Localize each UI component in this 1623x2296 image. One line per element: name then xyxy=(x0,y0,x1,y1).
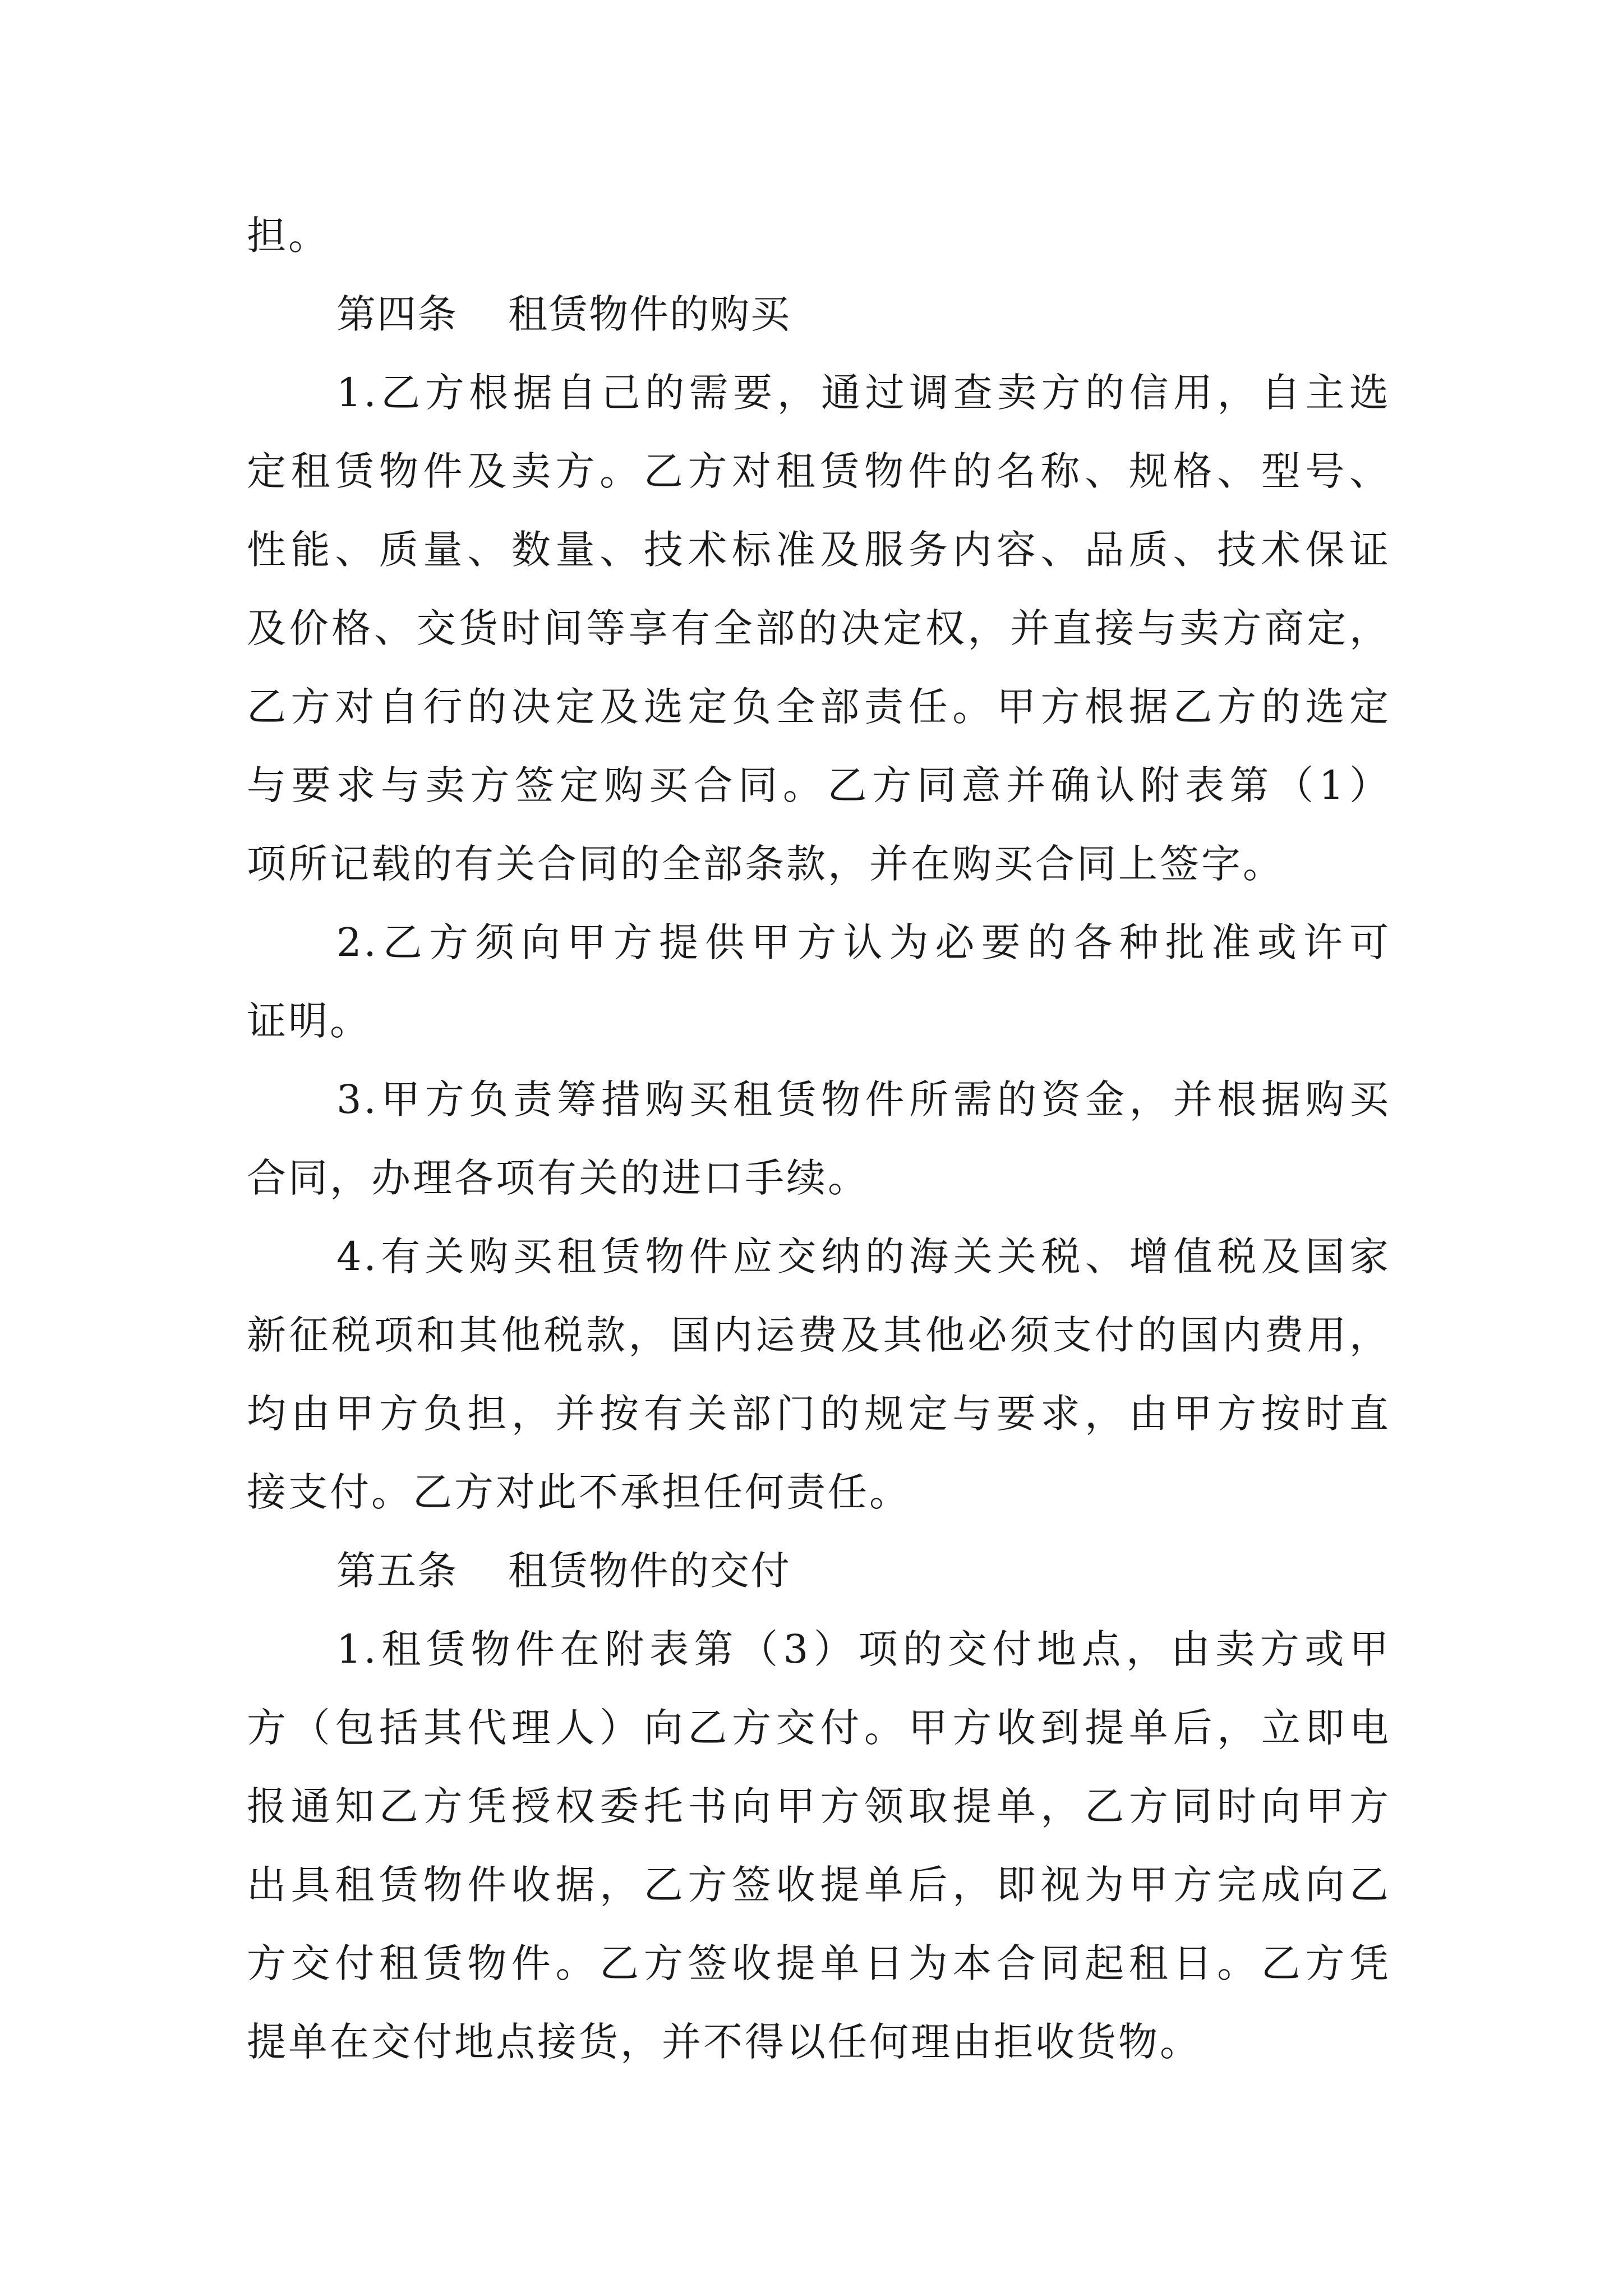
paragraph-line: 项所记载的有关合同的全部条款，并在购买合同上签字。 xyxy=(247,841,1284,887)
section-number: 第五条 xyxy=(336,1548,458,1594)
paragraph-line: 乙方对自行的决定及选定负全部责任。甲方根据乙方的选定 xyxy=(247,684,1391,730)
paragraph-line: 出具租赁物件收据，乙方签收提单后，即视为甲方完成向乙 xyxy=(247,1862,1391,1908)
paragraph-line: 1.租赁物件在附表第（3）项的交付地点，由卖方或甲 xyxy=(336,1626,1391,1672)
paragraph-line: 证明。 xyxy=(247,998,371,1044)
paragraph-line: 及价格、交货时间等享有全部的决定权，并直接与卖方商定， xyxy=(247,605,1391,651)
section-heading-4 xyxy=(336,286,1391,342)
paragraph-line: 2.乙方须向甲方提供甲方认为必要的各种批准或许可 xyxy=(336,919,1391,965)
paragraph-line: 4.有关购买租赁物件应交纳的海关关税、增值税及国家 xyxy=(336,1234,1391,1280)
section-number: 第四条 xyxy=(336,291,458,337)
paragraph-line: 1.乙方根据自己的需要，通过调查卖方的信用，自主选 xyxy=(336,370,1391,416)
paragraph-line: 性能、质量、数量、技术标准及服务内容、品质、技术保证 xyxy=(247,527,1391,573)
section-title: 租赁物件的购买 xyxy=(508,291,791,337)
paragraph-line: 方交付租赁物件。乙方签收提单日为本合同起租日。乙方凭 xyxy=(247,1940,1391,1986)
paragraph-line: 定租赁物件及卖方。乙方对租赁物件的名称、规格、型号、 xyxy=(247,448,1391,494)
section-heading-5 xyxy=(336,1543,1391,1599)
paragraph-line: 报通知乙方凭授权委托书向甲方领取提单，乙方同时向甲方 xyxy=(247,1783,1391,1829)
section-title: 租赁物件的交付 xyxy=(508,1548,791,1594)
paragraph-line: 均由甲方负担，并按有关部门的规定与要求，由甲方按时直 xyxy=(247,1391,1391,1437)
paragraph-line: 3.甲方负责筹措购买租赁物件所需的资金，并根据购买 xyxy=(336,1076,1391,1122)
paragraph-line: 与要求与卖方签定购买合同。乙方同意并确认附表第（1） xyxy=(247,762,1391,808)
paragraph-line: 担。 xyxy=(247,213,330,259)
paragraph-line: 合同，办理各项有关的进口手续。 xyxy=(247,1155,869,1201)
paragraph-line: 方（包括其代理人）向乙方交付。甲方收到提单后，立即电 xyxy=(247,1705,1391,1751)
paragraph-line: 接支付。乙方对此不承担任何责任。 xyxy=(247,1469,911,1515)
paragraph-line: 提单在交付地点接货，并不得以任何理由拒收货物。 xyxy=(247,2019,1201,2065)
paragraph-line: 新征税项和其他税款，国内运费及其他必须支付的国内费用， xyxy=(247,1312,1391,1358)
